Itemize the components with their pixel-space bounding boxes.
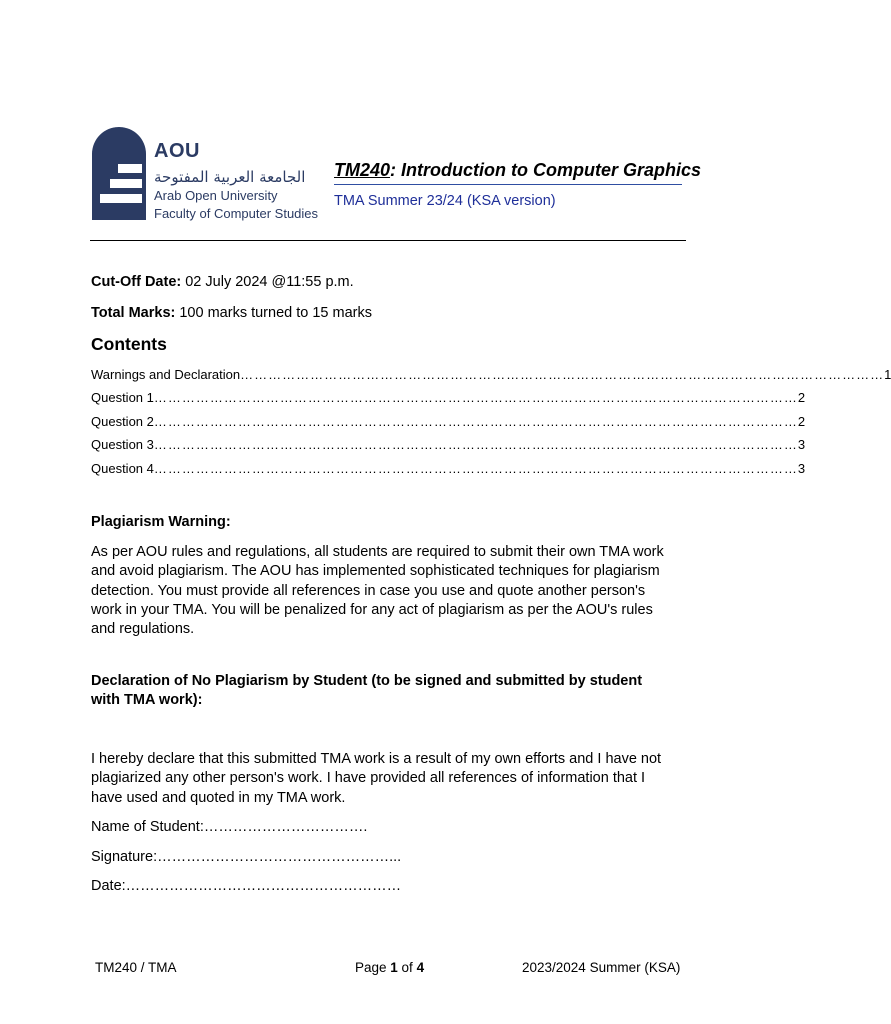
- declaration-heading: Declaration of No Plagiarism by Student (to be signed and submitted by student with TMA work):: [91, 673, 643, 709]
- cutoff-value: 02 July 2024 @11:55 p.m.: [181, 274, 354, 290]
- student-name-field[interactable]: Name of Student:…………………………….: [91, 819, 368, 835]
- cutoff-label: Cut-Off Date:: [91, 274, 182, 290]
- toc-item-label: Warnings and Declaration: [91, 367, 241, 382]
- tma-version: TMA Summer 23/24 (KSA version): [334, 193, 556, 209]
- logo-aou-text: AOU: [154, 140, 200, 162]
- toc-leader: …………………………………………………………………………………………………………………………: [153, 437, 798, 452]
- toc-item-label: Question 4: [91, 461, 154, 476]
- toc-item[interactable]: [91, 414, 806, 429]
- toc-item-page: 3: [797, 461, 806, 476]
- course-code: TM240: [334, 160, 391, 180]
- toc-item[interactable]: [91, 390, 806, 405]
- title-underline: [334, 184, 682, 185]
- toc-item-label: Question 3: [91, 437, 154, 452]
- total-marks: [91, 305, 372, 321]
- page-prefix: Page: [355, 960, 391, 975]
- declaration-text: I hereby declare that this submitted TMA work is a result of my own efforts and I have not plagiarized any other person's work. I have provided all references of information that I have used and quoted in my TMA work.: [91, 751, 662, 806]
- contents-heading: Contents: [91, 334, 167, 354]
- toc-item[interactable]: [91, 437, 806, 452]
- toc-item[interactable]: [91, 461, 806, 476]
- cutoff-date: [91, 274, 354, 290]
- logo-faculty: Faculty of Computer Studies: [154, 206, 319, 221]
- toc-item-label: Question 2: [91, 414, 154, 429]
- plagiarism-text: As per AOU rules and regulations, all students are required to submit their own TMA work and avoid plagiarism. The AOU has implemented sophisticated techniques for plagiarism detection. You must provide all references in case you use and quote another person's work in your TMA. You will be penalized for any act of plagiarism as per the AOU's rules and regulations.: [91, 544, 664, 638]
- page-total: 4: [416, 960, 425, 975]
- toc-leader: …………………………………………………………………………………………………………………………: [153, 461, 798, 476]
- course-title-text: : Introduction to Computer Graphics: [390, 160, 702, 180]
- marks-label: Total Marks:: [91, 305, 176, 321]
- toc-item-page: 3: [797, 437, 806, 452]
- date-field[interactable]: Date:…………………………………………………: [91, 878, 402, 894]
- logo-english-name: Arab Open University: [154, 188, 278, 203]
- toc-item-page: 1: [884, 367, 891, 382]
- header-divider: [90, 240, 686, 241]
- toc-leader: …………………………………………………………………………………………………………………………: [153, 414, 798, 429]
- page-of: of: [397, 960, 417, 975]
- university-logo: [92, 124, 324, 224]
- course-title: [334, 160, 701, 181]
- logo-mark-icon: [92, 124, 146, 220]
- page-number: [355, 960, 424, 975]
- signature-field[interactable]: Signature:…………………………………………...: [91, 849, 402, 865]
- toc-leader: …………………………………………………………………………………………………………………………: [153, 390, 798, 405]
- toc-item[interactable]: [91, 367, 891, 382]
- plagiarism-heading: Plagiarism Warning:: [91, 514, 231, 530]
- logo-arabic-name: الجامعة العربية المفتوحة: [154, 168, 306, 186]
- marks-value: 100 marks turned to 15 marks: [175, 305, 372, 321]
- toc-leader: …………………………………………………………………………………………………………………………: [240, 367, 885, 382]
- toc-item-page: 2: [797, 390, 806, 405]
- footer-term: 2023/2024 Summer (KSA): [522, 960, 681, 975]
- toc-item-label: Question 1: [91, 390, 154, 405]
- toc-item-page: 2: [797, 414, 806, 429]
- footer-course: TM240 / TMA: [95, 960, 177, 975]
- page-current: 1: [390, 960, 398, 975]
